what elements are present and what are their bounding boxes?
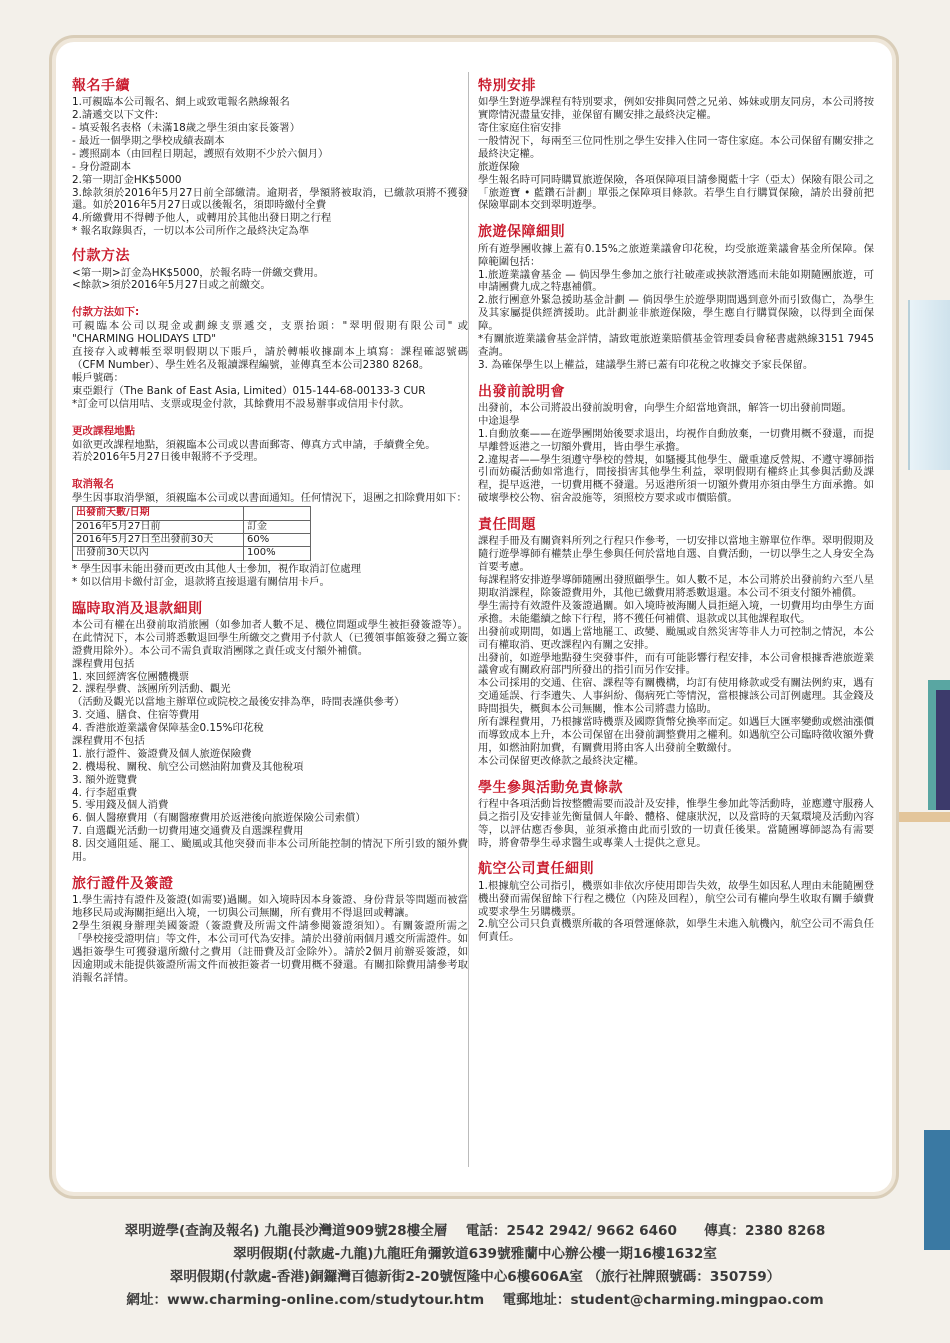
footer-line-hk-office: 翠明假期(付款處-香港)銅鑼灣百德新街2-20號恆隆中心6樓606A室 （旅行社牌照號碼：350759） [169,1269,781,1285]
body-line: 出發前，如遊學地點發生突發事件，而有可能影響行程安排，本公司會根據香港旅遊業議會或有關政府部門所發出的指引而另作安排。 [478,651,874,677]
body-line: 1.學生需持有證件及簽證(如需要)過關。如入境時因本身簽證、身份背景等問題而被當地移民局或海關拒絕出入境，一切與公司無關，所有費用不得退回或轉讓。 [72,894,468,920]
table-row [73,534,311,547]
body-line: 旅遊保險 [478,160,520,173]
section-title-liability: 責任問題 [478,517,536,534]
body-line: 東亞銀行（The Bank of East Asia, Limited）015-144-68-00133-3 CUR [72,384,426,397]
body-line: * 學生因事未能出發而更改由其他人士參加，視作取消訂位處理 [72,562,362,575]
body-line: 2.請遞交以下文件: [72,109,159,122]
table-cell: 訂金 [244,520,311,533]
subsection-title-change-location: 更改課程地點 [72,424,135,437]
body-line: 本公司採用的交通、住宿、課程等有關機構，均訂有使用條款或受有關法例約束，遇有交通延誤、行李遺失、人事糾紛、傷病死亡等情況，當根據該公司訂例處理。其金錢及時間損失，概與本公司無關，惟本公司將盡力協助。 [478,677,874,716]
subsection-title-cancellation: 取消報名 [72,478,114,491]
footer-line-enquiry: 翠明遊學(查詢及報名) 九龍長沙灣道909號28樓全層 電話：2542 2942/ 9662 6460 傳真：2380 8268 [124,1223,826,1239]
body-line: 2.違規者——學生須遵守學校的營規，如騷擾其他學生、嚴重違反營規、不遵守導師指引而妨礙活動如常進行，間接損害其他學生利益，翠明假期有權終止其參與活動及課程，提早返港，一切費用概不發還。另返港所須一切額外費用亦須由學生方面承擔。如破壞學校公物、宿舍設施等，須照校方要求或市價賠償。 [478,453,874,505]
table-cell: 2016年5月27日至出發前30天 [73,534,244,547]
section-title-briefing: 出發前說明會 [478,383,565,400]
table-header-cell [244,507,311,520]
body-line: 課程費用包括 [72,657,135,670]
section-title-special-arrangements: 特別安排 [478,78,536,94]
footer-line-kowloon-office: 翠明假期(付款處-九龍)九龍旺角彌敦道639號雅蘭中心辦公樓一期16樓1632室 [233,1246,717,1262]
body-line: 1. 來回經濟客位團體機票 [72,670,190,683]
body-line: - 最近一個學期之學校成績表副本 [72,135,225,148]
body-line: - 身份證副本 [72,160,132,173]
body-line: 本公司保留更改條款之最終決定權。 [478,754,645,767]
body-line: - 護照副本（由回程日期起，護照有效期不少於六個月） [72,147,329,160]
body-line: - 填妥報名表格（未滿18歲之學生須由家長簽署） [72,122,301,135]
body-line: 6. 個人醫療費用（有關醫療費用於返港後向旅遊保險公司索償） [72,812,366,825]
table-row [73,547,311,560]
body-line: 8. 因交通阻延、罷工、颱風或其他突發而非本公司所能控制的情況下所引致的額外費用。 [72,838,468,863]
table-cell: 100% [244,547,311,560]
decorative-book [908,300,950,470]
body-line: 2.航空公司只負責機票所載的各項營運條款，如學生未進入航機內，航空公司不需負任何責任。 [478,918,874,944]
terms-sheet [56,42,892,1192]
body-line: 如學生對遊學課程有特別要求，例如安排與同營之兄弟、姊妹或朋友同房，本公司將按實際情況盡量安排，並保留有關安排之最終決定權。 [478,96,874,122]
body-line: 1.可親臨本公司報名、網上或致電報名熱線報名 [72,96,290,109]
body-line: 學生需持有效證件及簽證過關。如入境時被海關人員拒絕入境，一切費用均由學生方面承擔。未能繼續之餘下行程，將不獲任何補償、退款或以其他課程取代。 [478,599,874,625]
body-line: 課程手冊及有關資料所列之行程只作參考，一切安排以當地主辦單位作準。翠明假期及隨行遊學導師有權禁止學生參與任何於當地自選、自費活動，一切以學生之人身安全為首要考慮。 [478,535,874,574]
body-line: 所有遊學團收據上蓋有0.15%之旅遊業議會印花稅，均受旅遊業議會基金所保障。保障範圍包括： [478,242,874,268]
body-line: 4. 香港旅遊業議會保障基金0.15%印花稅 [72,722,264,735]
body-line: 2. 課程學費、該團所列活動、觀光 [72,683,231,696]
body-line: 2.第一期訂金HK$5000 [72,173,182,186]
subsection-title-payment-methods: 付款方法如下: [72,306,140,319]
body-line: 4.所繳費用不得轉予他人，或轉用於其他出發日期之行程 [72,212,332,225]
section-title-temporary-cancellation: 臨時取消及退款細則 [72,600,203,617]
body-line: 每課程將安排遊學導師隨團出發照顧學生。如人數不足，本公司將於出發前約六至八星期取消課程，除簽證費用外，其他已繳費用將悉數退還。本公司不須支付額外補償。 [478,574,874,600]
table-cell: 60% [244,534,311,547]
body-line: 可親臨本公司以現金或劃線支票遞交，支票抬頭："翠明假期有限公司" 或 "CHARMING HOLIDAYS LTD" [72,320,468,346]
body-line: 3. 額外遊覽費 [72,773,138,786]
section-title-travel-documents: 旅行證件及簽證 [72,875,174,892]
body-line: 寄住家庭住宿安排 [478,122,562,135]
table-header-cell: 出發前天數/日期 [73,507,244,520]
body-line: <第一期>訂金為HK$5000，於報名時一併繳交費用。 [72,266,325,279]
body-line: 2學生須親身辦理美國簽證（簽證費及所需文件請參閱簽證須知）。有關簽證所需之「學校接受證明信」等文件，本公司可代為安排。請於出發前兩個月遞交所需證件。如遇拒簽學生可獲發還所繳付之費用（註冊費及訂金除外）。請於2個月前辦妥簽證，如因逾期或未能提供簽證所需文件而被拒簽者一切費用概不發還。有關扣除費用請參考取消報名詳情。 [72,920,468,984]
body-line: 1. 旅行證件、簽證費及個人旅遊保險費 [72,747,252,760]
body-line: 課程費用不包括 [72,734,145,747]
body-line: 1.根據航空公司指引，機票如非依次序使用即告失效，故學生如因私人理由未能隨團登機出發而需保留餘下行程之機位（內陸及回程），航空公司有權向學生收取有關手續費或要求學生另購機票。 [478,879,874,918]
body-line: 3.餘款須於2016年5月27日前全部繳清。逾期者，學額將被取消，已繳款項將不獲發還。如於2016年5月27日或以後報名，須即時繳付全費 [72,186,468,212]
body-line: 7. 自選觀光活動一切費用連交通費及自選課程費用 [72,825,304,838]
body-line: 學生因事取消學額，須親臨本公司或以書面通知。任何情況下，退團之扣除費用如下： [72,492,467,505]
section-title-registration: 報名手續 [72,78,130,94]
body-line: 一般情況下，每兩至三位同性別之學生安排入住同一寄住家庭。本公司保留有關安排之最終決定權。 [478,135,874,160]
body-line: 學生報名時可同時購買旅遊保險，各項保障項目請參閱藍十字（亞太）保險有限公司之「旅遊寶 • 藍鑽石計劃」單張之保障項目條款。若學生自行購買保險，請於出發前把保險單副本交到翠明遊學。 [478,173,874,212]
body-line: 3. 為確保學生以上權益，建議學生將已蓋有印花稅之收據交予家長保留。 [478,358,814,371]
body-line: *訂金可以信用咭、支票或現金付款，其餘費用不設易辦事或信用卡付款。 [72,397,410,410]
body-line: *有關旅遊業議會基金詳情，請致電旅遊業賠償基金管理委員會秘書處熱線3151 7945查詢。 [478,332,874,358]
section-body-registration [72,96,468,238]
body-line: <餘款>須於2016年5月27日或之前繳交。 [72,279,271,292]
body-line: （活動及觀光以當地主辦單位或院校之最後安排為準，時間表謹供參考） [72,696,405,709]
body-line: 2.旅行團意外緊急援助基金計劃 — 倘因學生於遊學期間遇到意外而引致傷亡，為學生及其家屬提供經濟援助。此計劃並非旅遊保險，學生應自行購買保險，以得到全面保障。 [478,294,874,333]
body-line: 如欲更改課程地點，須親臨本公司或以書面郵寄、傳真方式申請，手續費全免。 [72,438,436,451]
section-title-airline-liability: 航空公司責任細則 [478,861,594,878]
body-line: 4. 行李超重費 [72,786,138,799]
table-header-row [73,507,311,520]
body-line: 行程中各項活動旨按整體需要而設計及安排，惟學生參加此等活動時，並應遵守服務人員之指引及安排並先衡量個人年齡、體格、健康狀況，以及當時的天氣環境及活動內容等，以評估應否參與，並須承擔由此而引致的一切責任後果。當隨團導師認為有需要時，將會帶學生尋求醫生或專業人士提供之意見。 [478,797,874,849]
left-column [72,72,468,984]
body-line: 3. 交通、膳食、住宿等費用 [72,709,200,722]
decorative-book [936,690,950,810]
body-line: * 如以信用卡繳付訂金，退款將直接退還有關信用卡戶。 [72,575,330,588]
body-line: 出發前或期間，如遇上當地罷工、政變、颱風或自然災害等非人力可控制之情況，本公司有權取消、更改課程內有關之安排。 [478,625,874,651]
table-cell: 出發前30天以內 [73,547,244,560]
footer-line-web-email: 網址：www.charming-online.com/studytour.htm 電郵地址：student@charming.mingpao.com [126,1292,824,1308]
table-row [73,520,311,533]
body-line: 1.旅遊業議會基金 — 倘因學生參加之旅行社破產或挾款潛逃而未能如期隨團旅遊，可申請團費九成之特惠補償。 [478,268,874,294]
body-line: 本公司有權在出發前取消旅團（如參加者人數不足、機位問題或學生被拒發簽證等）。在此情況下，本公司將悉數退回學生所繳交之費用予付款人（已獲領事館簽發之獨立簽證費用除外）。本公司不需負責取消團隊之責任或支付額外補償。 [72,618,468,657]
body-line: 中途退學 [478,414,520,427]
contact-footer [0,1220,950,1312]
section-title-travel-protection: 旅遊保障細則 [478,224,565,241]
body-line: * 報名取錄與否，一切以本公司所作之最終決定為準 [72,225,310,238]
body-line: 2. 機場稅、關稅、航空公司燃油附加費及其他稅項 [72,760,304,773]
section-title-payment: 付款方法 [72,248,130,265]
column-divider [468,72,469,1167]
decorative-shelf [890,812,950,822]
body-line: 5. 零用錢及個人消費 [72,799,169,812]
body-line: 帳戶號碼： [72,371,124,384]
body-line: 若於2016年5月27日後申報將不予受理。 [72,451,264,464]
body-line: 直接存入或轉帳至翠明假期以下賬戶，請於轉帳收據副本上填寫：課程確認號碼（CFM Number）、學生姓名及報讀課程編號，並傳真至本公司2380 8268。 [72,346,468,371]
body-line: 所有課程費用，乃根據當時機票及國際貨幣兌換率而定。如遇巨大匯率變動或燃油漲價而導致成本上升，本公司保留在出發前調整費用之權利。如遇航空公司臨時徵收額外費用，如燃油附加費，有關費用將由客人出發前全數繳付。 [478,715,874,754]
body-line: 1.自動放棄——在遊學團開始後要求退出，均視作自動放棄，一切費用概不發還，而提早離營返港之一切額外費用，皆由學生承擔。 [478,427,874,453]
body-line: 出發前，本公司將設出發前說明會，向學生介紹當地資訊，解答一切出發前問題。 [478,402,853,414]
cancellation-fee-table [72,506,311,561]
right-column [478,72,874,944]
section-title-activity-disclaimer: 學生參與活動免責條款 [478,779,623,796]
table-cell: 2016年5月27日前 [73,520,244,533]
